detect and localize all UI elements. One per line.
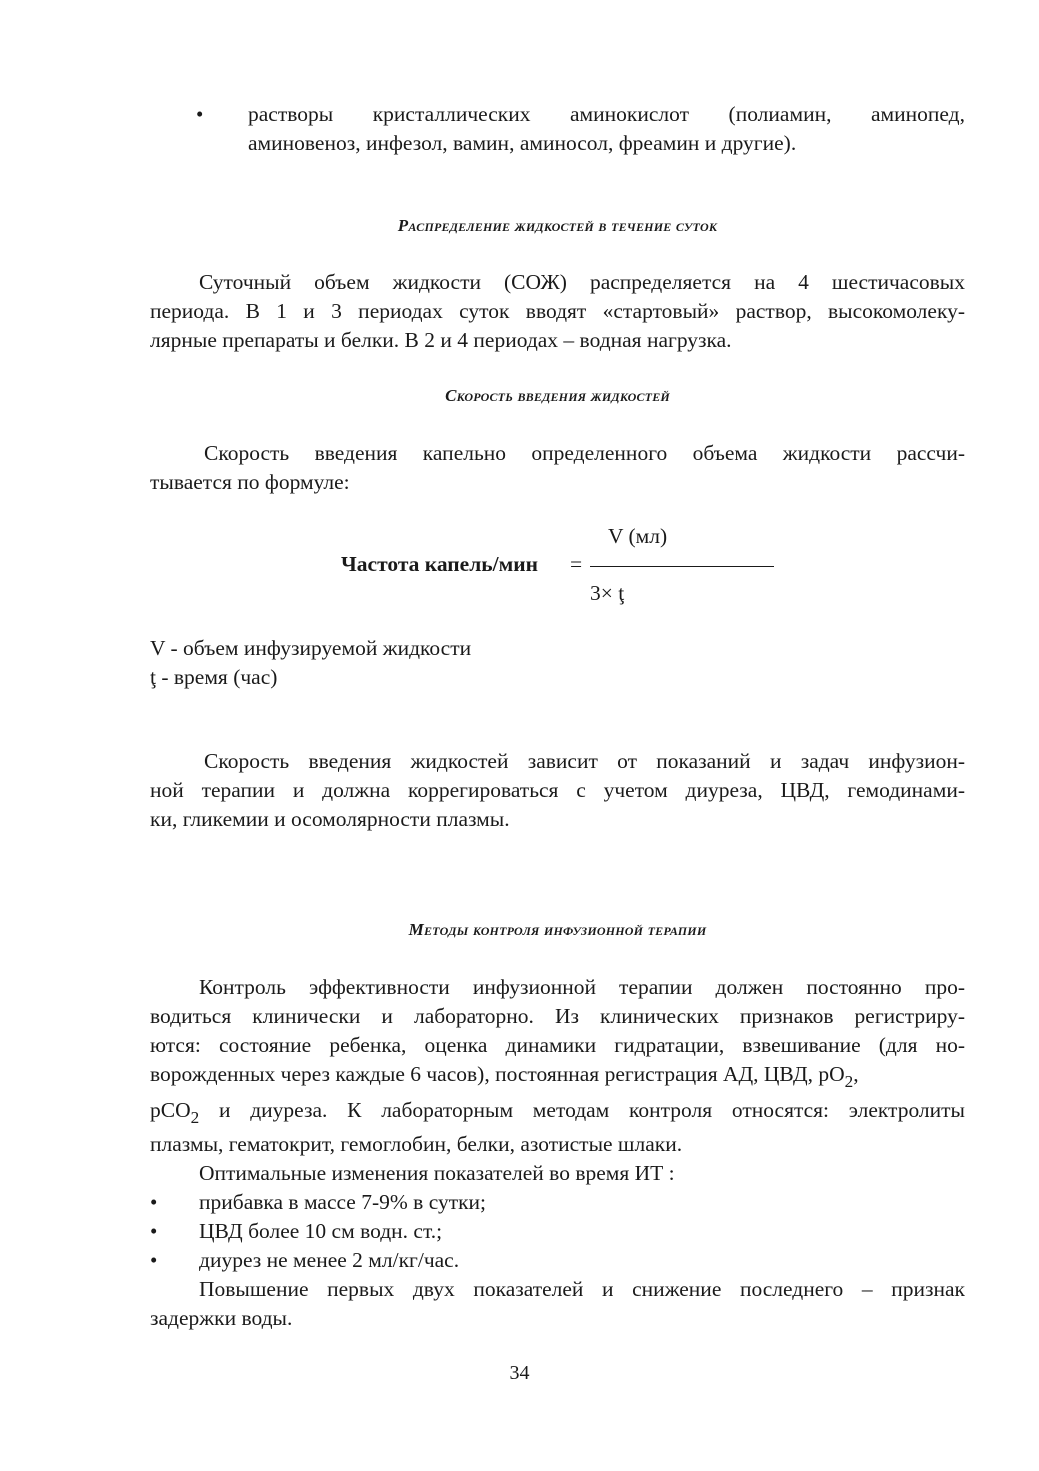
paragraph-line: Скорость введения жидкостей зависит от показаний и задач инфузион- xyxy=(204,749,965,773)
line-text: и диуреза. К лабораторным методам контроля относятся: электролиты xyxy=(199,1098,965,1122)
formula-numerator: V (мл) xyxy=(608,524,668,548)
subscript: 2 xyxy=(190,1108,200,1128)
list-intro: Оптимальные изменения показателей во время ИТ : xyxy=(199,1161,675,1185)
paragraph-line: Повышение первых двух показателей и снижение последнего – признак xyxy=(199,1277,965,1301)
bullet-line-1: растворы кристаллических аминокислот (полиамин, аминопед, xyxy=(248,102,965,126)
fraction-bar xyxy=(590,566,774,567)
paragraph-line: Контроль эффективности инфузионной терапии должен постоянно про- xyxy=(199,975,965,999)
paragraph-line: ной терапии и должна коррегироваться с учетом диуреза, ЦВД, гемодинами- xyxy=(150,778,965,802)
section-heading-distribution: Распределение жидкостей в течение суток xyxy=(397,216,718,235)
formula-label: Частота капель/мин xyxy=(341,552,539,576)
list-item: прибавка в массе 7-9% в сутки; xyxy=(199,1190,487,1214)
section-heading-control: Методы контроля инфузионной терапии xyxy=(408,920,707,939)
line-text: ворожденных через каждые 6 часов), постоянная регистрация АД, ЦВД, рО xyxy=(150,1062,845,1086)
paragraph-line-with-subscript xyxy=(150,1096,965,1128)
paragraph-line: ются: состояние ребенка, оценка динамики гидратации, взвешивание (для но- xyxy=(150,1033,965,1057)
formula-legend-volume: V - объем инфузируемой жидкости xyxy=(150,636,472,660)
subscript: 2 xyxy=(844,1072,854,1092)
formula-denominator: 3× ţ xyxy=(590,581,625,605)
bullet-marker: • xyxy=(150,1248,158,1272)
bullet-marker: • xyxy=(150,1219,158,1243)
formula-legend-time: ţ - время (час) xyxy=(150,665,278,689)
paragraph-line-with-subscript xyxy=(150,1060,859,1092)
paragraph-line: Суточный объем жидкости (СОЖ) распределяется на 4 шестичасовых xyxy=(199,270,965,294)
paragraph-line: плазмы, гематокрит, гемоглобин, белки, азотистые шлаки. xyxy=(150,1132,683,1156)
bullet-marker: • xyxy=(150,1190,158,1214)
bullet-marker: • xyxy=(196,102,204,126)
paragraph-line: Скорость введения капельно определенного объема жидкости рассчи- xyxy=(204,441,965,465)
paragraph-line: ки, гликемии и осомолярности плазмы. xyxy=(150,807,510,831)
paragraph-line: задержки воды. xyxy=(150,1306,293,1330)
section-heading-rate: Скорость введения жидкостей xyxy=(445,386,670,405)
paragraph-line: водиться клинически и лабораторно. Из клинических признаков регистриру- xyxy=(150,1004,965,1028)
line-start: рСО xyxy=(150,1098,191,1122)
paragraph-line: лярные препараты и белки. В 2 и 4 периодах – водная нагрузка. xyxy=(150,328,732,352)
paragraph-line: периода. В 1 и 3 периодах суток вводят «стартовый» раствор, высокомолеку- xyxy=(150,299,965,323)
page-number: 34 xyxy=(509,1362,530,1384)
line-end: , xyxy=(853,1062,859,1086)
list-item: ЦВД более 10 см водн. ст.; xyxy=(199,1219,443,1243)
list-item: диурез не менее 2 мл/кг/час. xyxy=(199,1248,460,1272)
bullet-line-2: аминовеноз, инфезол, вамин, аминосол, фреамин и другие). xyxy=(248,131,797,155)
paragraph-line: тывается по формуле: xyxy=(150,470,350,494)
formula-equals: = xyxy=(570,552,583,576)
